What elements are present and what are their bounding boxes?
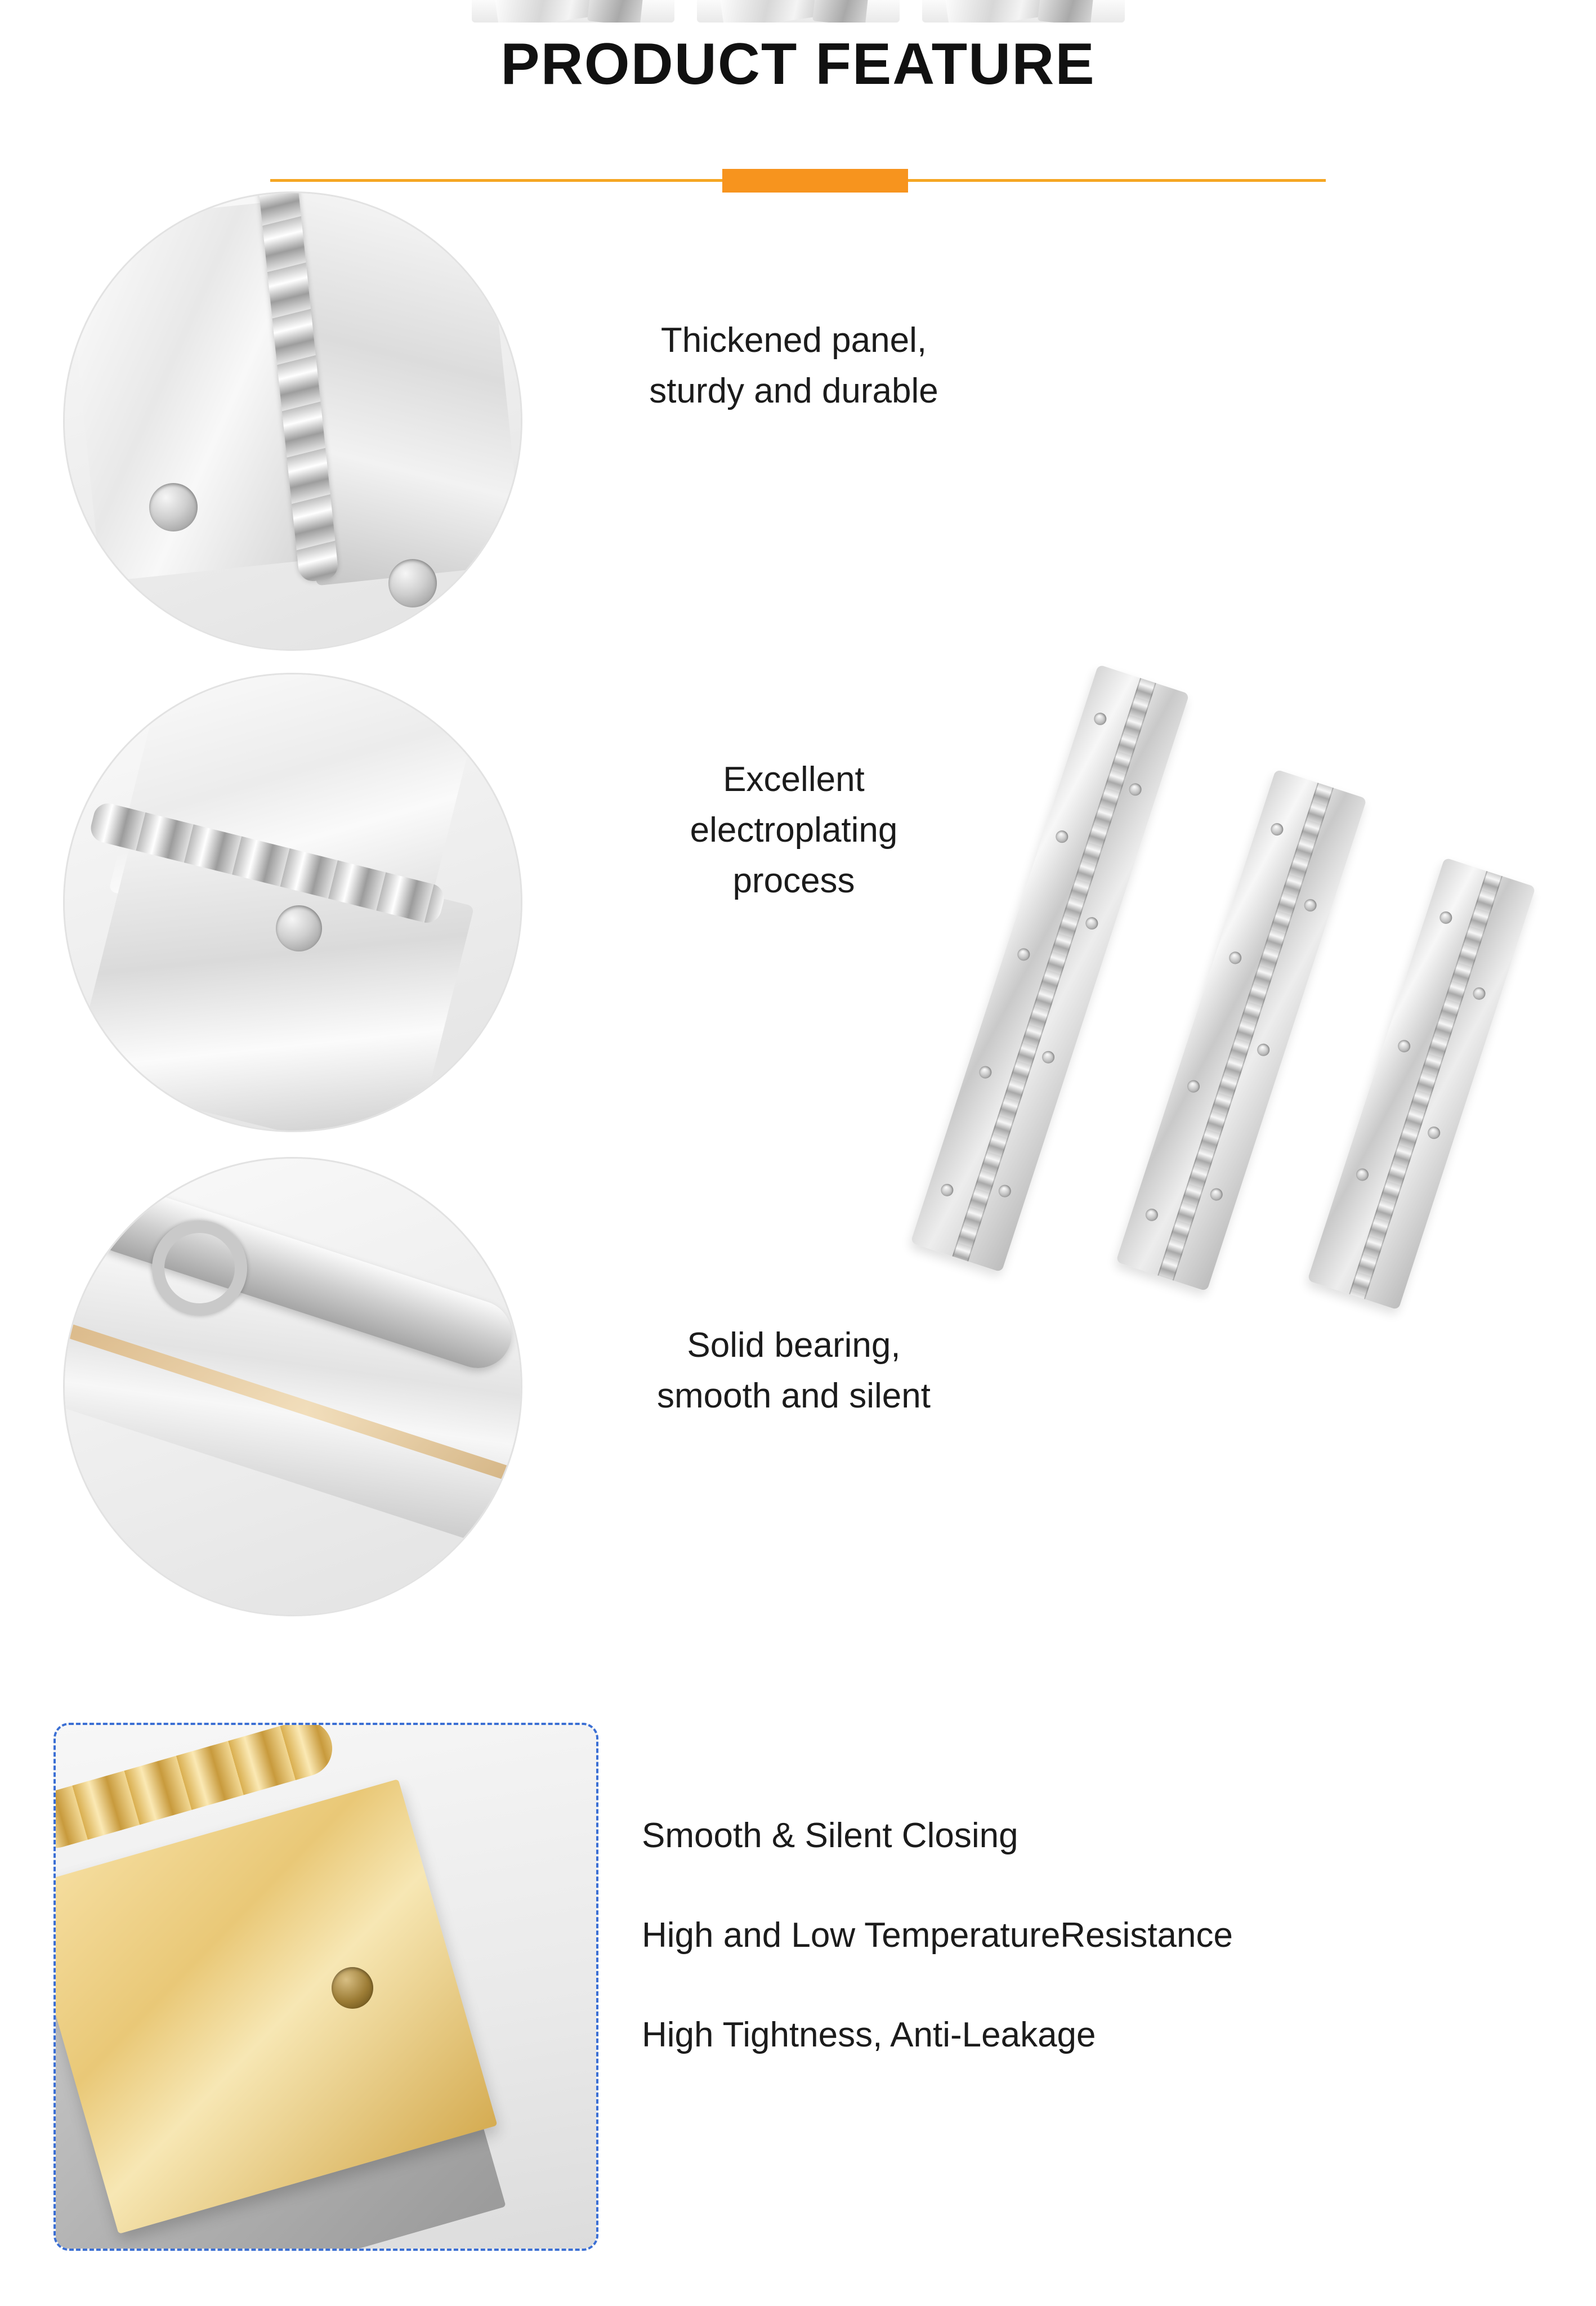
divider-accent-block (722, 169, 908, 193)
feature-text-thickened-panel (524, 315, 1064, 417)
piano-hinge-long-hole-7 (1084, 915, 1099, 931)
title-divider (0, 163, 1596, 197)
piano-hinge-medium-hole-3 (1186, 1079, 1201, 1094)
feature-line-1-1: Thickened panel, (660, 321, 927, 360)
piano-hinge-short-hole-2 (1396, 1038, 1412, 1054)
feature-line-2-1: Excellent (723, 760, 865, 799)
feature-image-electroplating (63, 673, 522, 1132)
bottom-line-3: High Tightness, Anti-Leakage (642, 2015, 1096, 2054)
piano-hinge-medium-hole-5 (1303, 897, 1318, 913)
bottom-line-2: High and Low TemperatureResistance (642, 1916, 1233, 1955)
top-image-fragment-3 (922, 0, 1125, 23)
feature-line-1-2: sturdy and durable (649, 371, 938, 410)
top-image-fragment-1 (472, 0, 674, 23)
feature-image-thickened-panel (63, 191, 522, 651)
top-image-fragment-2 (697, 0, 900, 23)
piano-hinge-long-hole-6 (1128, 781, 1143, 797)
piano-hinge-medium-knuckles (1157, 783, 1334, 1280)
piano-hinge-short-hole-4 (1472, 986, 1487, 1002)
feature-line-2-3: process (732, 861, 855, 900)
piano-hinge-long-hole-2 (1054, 829, 1070, 844)
feature-image-solid-bearing (63, 1157, 522, 1616)
piano-hinge-long-knuckles (953, 678, 1156, 1261)
top-image-strip (0, 0, 1596, 23)
piano-hinge-long-hole-8 (1040, 1049, 1056, 1065)
screw-hole-1a (149, 483, 198, 531)
piano-hinge-medium-hole-1 (1269, 821, 1285, 837)
bottom-feature-image-box (53, 1723, 598, 2251)
piano-hinge-long-hole-4 (977, 1065, 993, 1080)
page-header (0, 31, 1596, 99)
piano-hinge-short-knuckles (1349, 871, 1503, 1299)
product-photo-piano-hinges (901, 608, 1596, 1337)
feature-line-3-2: smooth and silent (657, 1376, 931, 1415)
feature-line-2-2: electroplating (690, 810, 898, 850)
piano-hinge-short-hole-5 (1426, 1125, 1442, 1141)
bottom-feature-text (642, 1818, 1520, 2117)
piano-hinge-long-hole-9 (997, 1183, 1013, 1199)
piano-hinge-short-hole-3 (1354, 1167, 1370, 1183)
screw-hole-1b (388, 559, 437, 607)
brass-screw-hole (332, 1967, 373, 2009)
bottom-line-1: Smooth & Silent Closing (642, 1816, 1018, 1855)
screw-hole-2a (276, 905, 322, 951)
piano-hinge-medium-hole-4 (1144, 1207, 1160, 1223)
piano-hinge-medium-hole-2 (1227, 950, 1243, 966)
piano-hinge-long-hole-1 (1092, 711, 1108, 727)
piano-hinge-medium-hole-6 (1255, 1042, 1271, 1058)
piano-hinge-long-hole-3 (1016, 947, 1031, 963)
page-title: PRODUCT FEATURE (500, 32, 1096, 97)
piano-hinge-medium-hole-7 (1209, 1187, 1224, 1203)
piano-hinge-short-hole-1 (1438, 910, 1454, 926)
feature-line-3-1: Solid bearing, (687, 1326, 901, 1365)
piano-hinge-long-hole-5 (939, 1182, 955, 1198)
piano-hinge-short (1307, 857, 1536, 1310)
